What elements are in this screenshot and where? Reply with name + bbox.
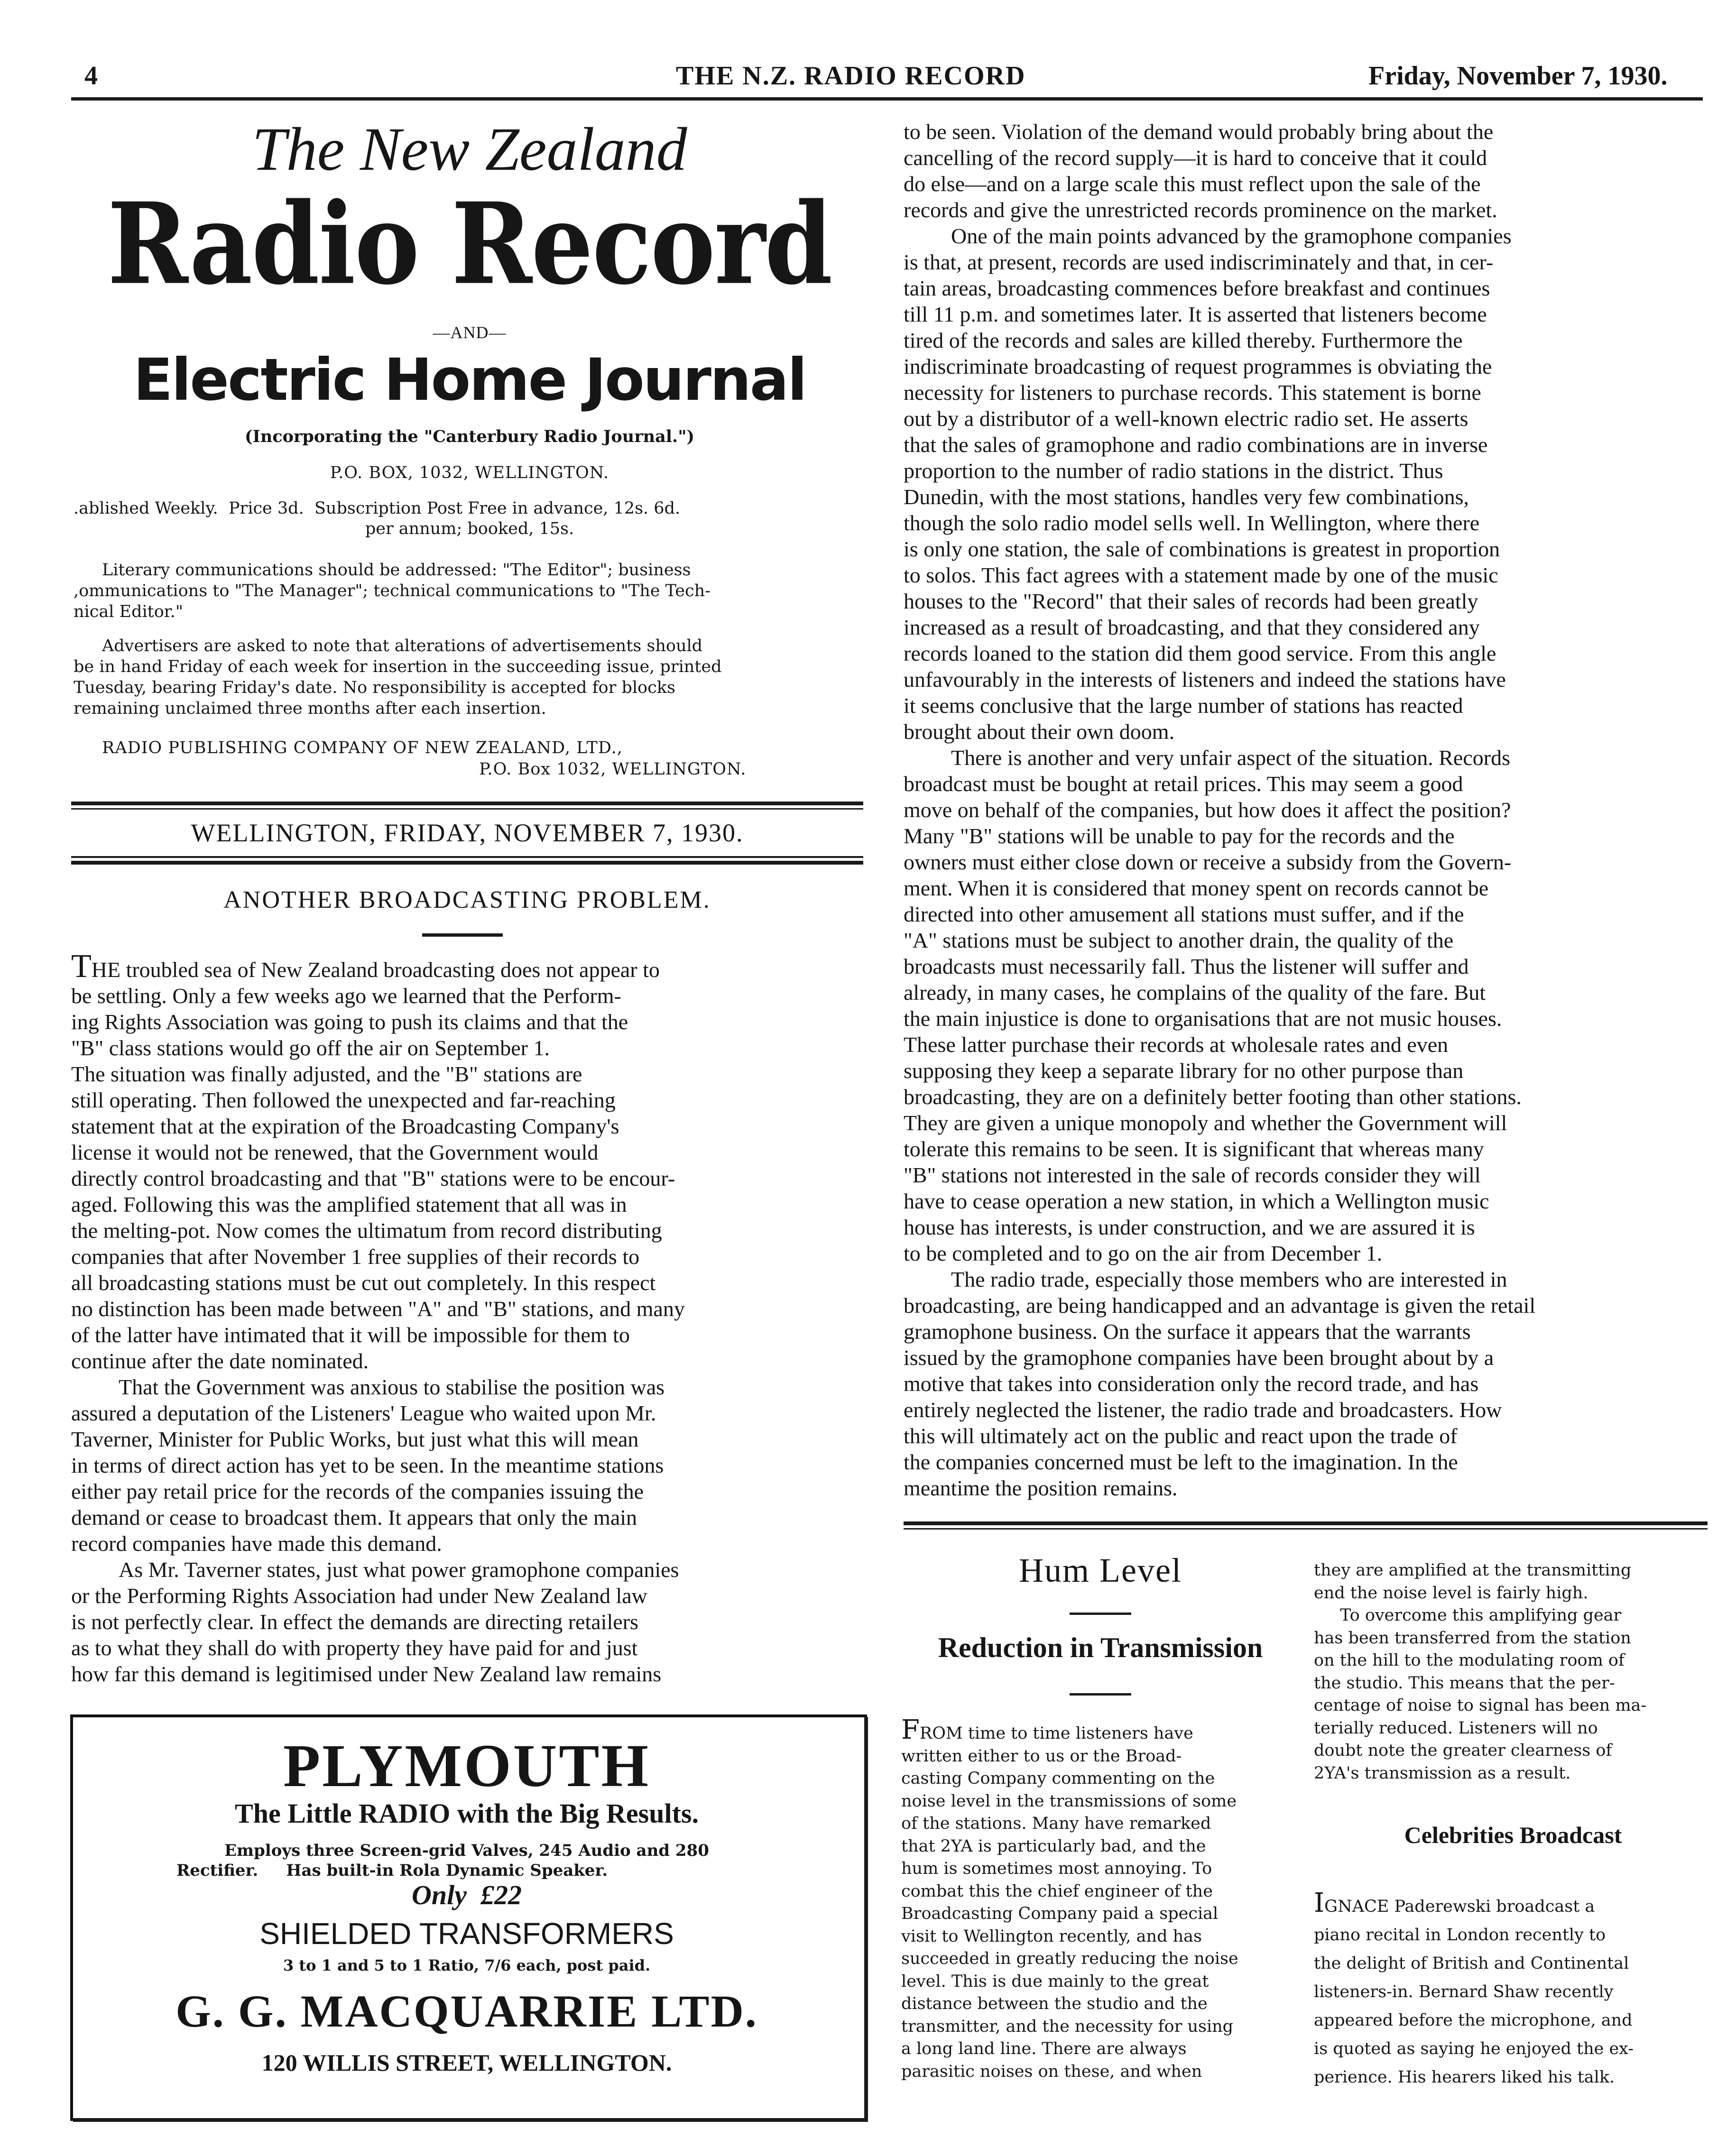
- hum-body-continued: [1314, 1559, 1712, 1785]
- ad-spec-1: Employs three Screen-grid Valves, 245 Audio and 280: [224, 1841, 709, 1860]
- hum-subtitle-rule: [1070, 1693, 1131, 1696]
- hum-body: [901, 1714, 1302, 2083]
- dateline: WELLINGTON, FRIDAY, NOVEMBER 7, 1930.: [191, 819, 744, 847]
- masthead-subscription: .ablished Weekly. Price 3d. Subscription Post Free in advance, 12s. 6d.: [74, 499, 681, 518]
- ad-address: 120 WILLIS STREET, WELLINGTON.: [261, 2049, 672, 2076]
- masthead-pobox: P.O. BOX, 1032, WELLINGTON.: [330, 463, 609, 482]
- ad-transformers: SHIELDED TRANSFORMERS: [259, 1917, 674, 1951]
- editorial-title-rule: [422, 933, 503, 937]
- hum-paragraph-1: [901, 1714, 1302, 2083]
- masthead-company: RADIO PUBLISHING COMPANY OF NEW ZEALAND, LTD.,: [102, 738, 623, 757]
- editorial-paragraph-1: [71, 948, 863, 1374]
- ad-brand: PLYMOUTH: [283, 1732, 650, 1799]
- dateline-rule-bottom2: [71, 861, 863, 865]
- hum-title: Hum Level: [1019, 1551, 1182, 1589]
- masthead-company-address: P.O. Box 1032, WELLINGTON.: [479, 760, 747, 779]
- masthead-advertisers: Advertisers are asked to note that alterations of advertisements should be in hand Friday of each week for insertion in the succeeding issue, printed Tuesday, bearing Friday's date. No responsibility is accepted for blocks remaining unclaimed three months after each insertion.: [74, 636, 722, 718]
- celebrities-title: Celebrities Broadcast: [1404, 1822, 1622, 1848]
- hum-title-rule: [1070, 1613, 1131, 1615]
- plymouth-ad-shadow-bottom: [73, 2118, 868, 2122]
- plymouth-ad-shadow-right: [864, 1717, 868, 2118]
- publication-name: THE N.Z. RADIO RECORD: [676, 61, 1026, 91]
- celebrities-paragraph-1-text: GNACE Paderewski broadcast a piano recital in London recently to the delight of British and Continental listeners-in. Bernard Shaw recently appeared before the microphone, and is quoted as saying he enjoyed the ex- perience. His hearers liked his talk.: [1314, 1897, 1634, 2087]
- masthead-literary: Literary communications should be addressed: "The Editor"; business ,ommunications to "The Manager"; technical communications to "The Tech- nical Editor.": [74, 561, 711, 621]
- hum-paragraph-1-text: ROM time to time listeners have written either to us or the Broad- casting Company commenting on the noise level in the transmissions of some of the stations. Many have remarked that 2YA is particularly bad, and the hum is sometimes most annoying. To combat this the chief engineer of the Broadcasting Company paid a special visit to Wellington recently, and has succeeded in greatly reducing the noise level. This is due mainly to the great distance between the studio and the transmitter, and the necessity for using a long land line. There are always parasitic noises on these, and when: [901, 1724, 1238, 2081]
- ad-company: G. G. MACQUARRIE LTD.: [175, 1986, 758, 2037]
- masthead-per-annum: per annum; booked, 15s.: [365, 519, 574, 538]
- editorial-right-paragraph-1: to be seen. Violation of the demand would probably bring about the cancelling of the record supply—it is hard to conceive that it could do else—and on a large scale this must reflect upon the sale of the records and give the unrestricted records prominence on the market.: [904, 120, 1497, 222]
- header-rule: [71, 97, 1703, 101]
- hum-drop-cap: F: [901, 1714, 920, 1745]
- dateline-rule-bottom: [71, 856, 863, 858]
- masthead-line1: The New Zealand: [252, 115, 687, 184]
- editorial-body-right: [904, 119, 1708, 1501]
- editorial-drop-cap: T: [71, 948, 92, 985]
- right-section-rule: [904, 1521, 1708, 1525]
- ad-price: Only £22: [412, 1880, 522, 1910]
- issue-date: Friday, November 7, 1930.: [1368, 61, 1668, 91]
- editorial-paragraph-1-text: HE troubled sea of New Zealand broadcasting does not appear to be settling. Only a few weeks ago we learned that the Perform- ing Rights Association was going to push its claims and that the "B" class stations would go off the air on September 1. The situation was finally adjusted, and the "B" stations are still operating. Then followed the unexpected and far-reaching statement that at the expiration of the Broadcasting Company's license it would not be renewed, that the Government would directly control broadcasting and that "B" stations were to be encour- aged. Following this was the amplified statement that all was in the melting-pot. Now comes the ultimatum from record distributing companies that after November 1 free supplies of their records to all broadcasting stations must be cut out completely. In this respect no distinction has been made between "A" and "B" stations, and many of the latter have intimated that it will be impossible for them to continue after the date nominated.: [71, 958, 685, 1373]
- editorial-paragraph-3: As Mr. Taverner states, just what power gramophone companies or the Performing Rights Association had under New Zealand law is not perfectly clear. In effect the demands are directing retailers as to what they shall do with property they have paid for and just how far this demand is legitimised under New Zealand law remains: [71, 1558, 679, 1686]
- ad-ratio: 3 to 1 and 5 to 1 Ratio, 7/6 each, post paid.: [283, 1956, 651, 1974]
- celebrities-body: [1314, 1890, 1712, 2092]
- hum-paragraph-3: To overcome this amplifying gear has been transferred from the station on the hill to the modulating room of the studio. This means that the per- centage of noise to signal has been ma- terially reduced. Listeners will no doubt note the greater clearness of 2YA's transmission as a result.: [1314, 1606, 1647, 1783]
- editorial-title: ANOTHER BROADCASTING PROBLEM.: [223, 886, 711, 913]
- editorial-right-paragraph-2: One of the main points advanced by the gramophone companies is that, at present, records are used indiscriminately and that, in cer- tain areas, broadcasting commences before breakfast and continues till 11 p.m. and sometimes later. It is asserted that listeners become tired of the records and sales are killed thereby. Furthermore the indiscriminate broadcasting of request programmes is obviating the necessity for listeners to purchase records. This statement is borne out by a distributor of a well-known electric radio set. He asserts that the sales of gramophone and radio combinations are in inverse proportion to the number of radio stations in the district. Thus Dunedin, with the most stations, handles very few combinations, though the solo radio model sells well. In Wellington, where there is only one station, the sale of combinations is greatest in proportion to solos. This fact agrees with a statement made by one of the music houses to the "Record" that their sales of records had been greatly increased as a result of broadcasting, and that they considered any records loaned to the station did them good service. From this angle unfavourably in the interests of listeners and indeed the stations have it seems conclusive that the large number of stations has reacted brought about their own doom.: [904, 224, 1512, 744]
- page-number: 4: [84, 61, 98, 91]
- dateline-rule-top2: [71, 808, 863, 810]
- editorial-paragraph-2: That the Government was anxious to stabilise the position was assured a deputation of the Listeners' League who waited upon Mr. Taverner, Minister for Public Works, but just what this will mean in terms of direct action has yet to be seen. In the meantime stations either pay retail price for the records of the companies issuing the demand or cease to broadcast them. It appears that only the main record companies have made this demand.: [71, 1375, 665, 1556]
- editorial-right-paragraph-3: There is another and very unfair aspect of the situation. Records broadcast must be bought at retail prices. This may seem a good move on behalf of the companies, but how does it affect the position? Many "B" stations will be unable to pay for the records and the owners must either close down or receive a subsidy from the Govern- ment. When it is considered that money spent on records cannot be directed into other amusement all stations must suffer, and if the "A" stations must be subject to another drain, the quality of the broadcasts must necessarily fall. Thus the listener will suffer and already, in many cases, he complains of the quality of the fare. But the main injustice is done to organisations that are not music houses. These latter purchase their records at wholesale rates and even supposing they keep a separate library for no other purpose than broadcasting, they are on a definitely better footing than other stations. They are given a unique monopoly and whether the Government will tolerate this remains to be seen. It is significant that whereas many "B" stations not interested in the sale of records consider they will have to cease operation a new station, in which a Wellington music house has interests, is under construction, and we are assured it is to be completed and to go on the air from December 1.: [904, 746, 1522, 1265]
- editorial-body-left: [71, 948, 863, 1687]
- hum-subtitle: Reduction in Transmission: [938, 1632, 1263, 1663]
- editorial-right-paragraph-4: The radio trade, especially those members who are interested in broadcasting, are being handicapped and an advantage is given the retail gramophone business. On the surface it appears that the warrants issued by the gramophone companies have been brought about by a motive that takes into consideration only the record trade, and has entirely neglected the listener, the radio trade and broadcasters. How this will ultimately act on the public and react upon the trade of the companies concerned must be left to the imagination. In the meantime the position remains.: [904, 1267, 1536, 1500]
- ad-spec-2: Rectifier. Has built-in Rola Dynamic Speaker.: [176, 1861, 608, 1880]
- masthead-subtitle: Electric Home Journal: [133, 346, 806, 414]
- masthead-title: Radio Record: [107, 179, 832, 310]
- celebrities-paragraph-1: [1314, 1890, 1712, 2092]
- celebrities-drop-cap: I: [1314, 1888, 1325, 1918]
- ad-tagline: The Little RADIO with the Big Results.: [235, 1798, 699, 1829]
- hum-paragraph-2: they are amplified at the transmitting end the noise level is fairly high.: [1314, 1561, 1632, 1603]
- masthead-incorporating: (Incorporating the "Canterbury Radio Journal."): [244, 427, 695, 446]
- right-section-rule2: [904, 1528, 1708, 1530]
- masthead-and: —AND—: [433, 323, 507, 342]
- dateline-rule-top: [71, 802, 863, 805]
